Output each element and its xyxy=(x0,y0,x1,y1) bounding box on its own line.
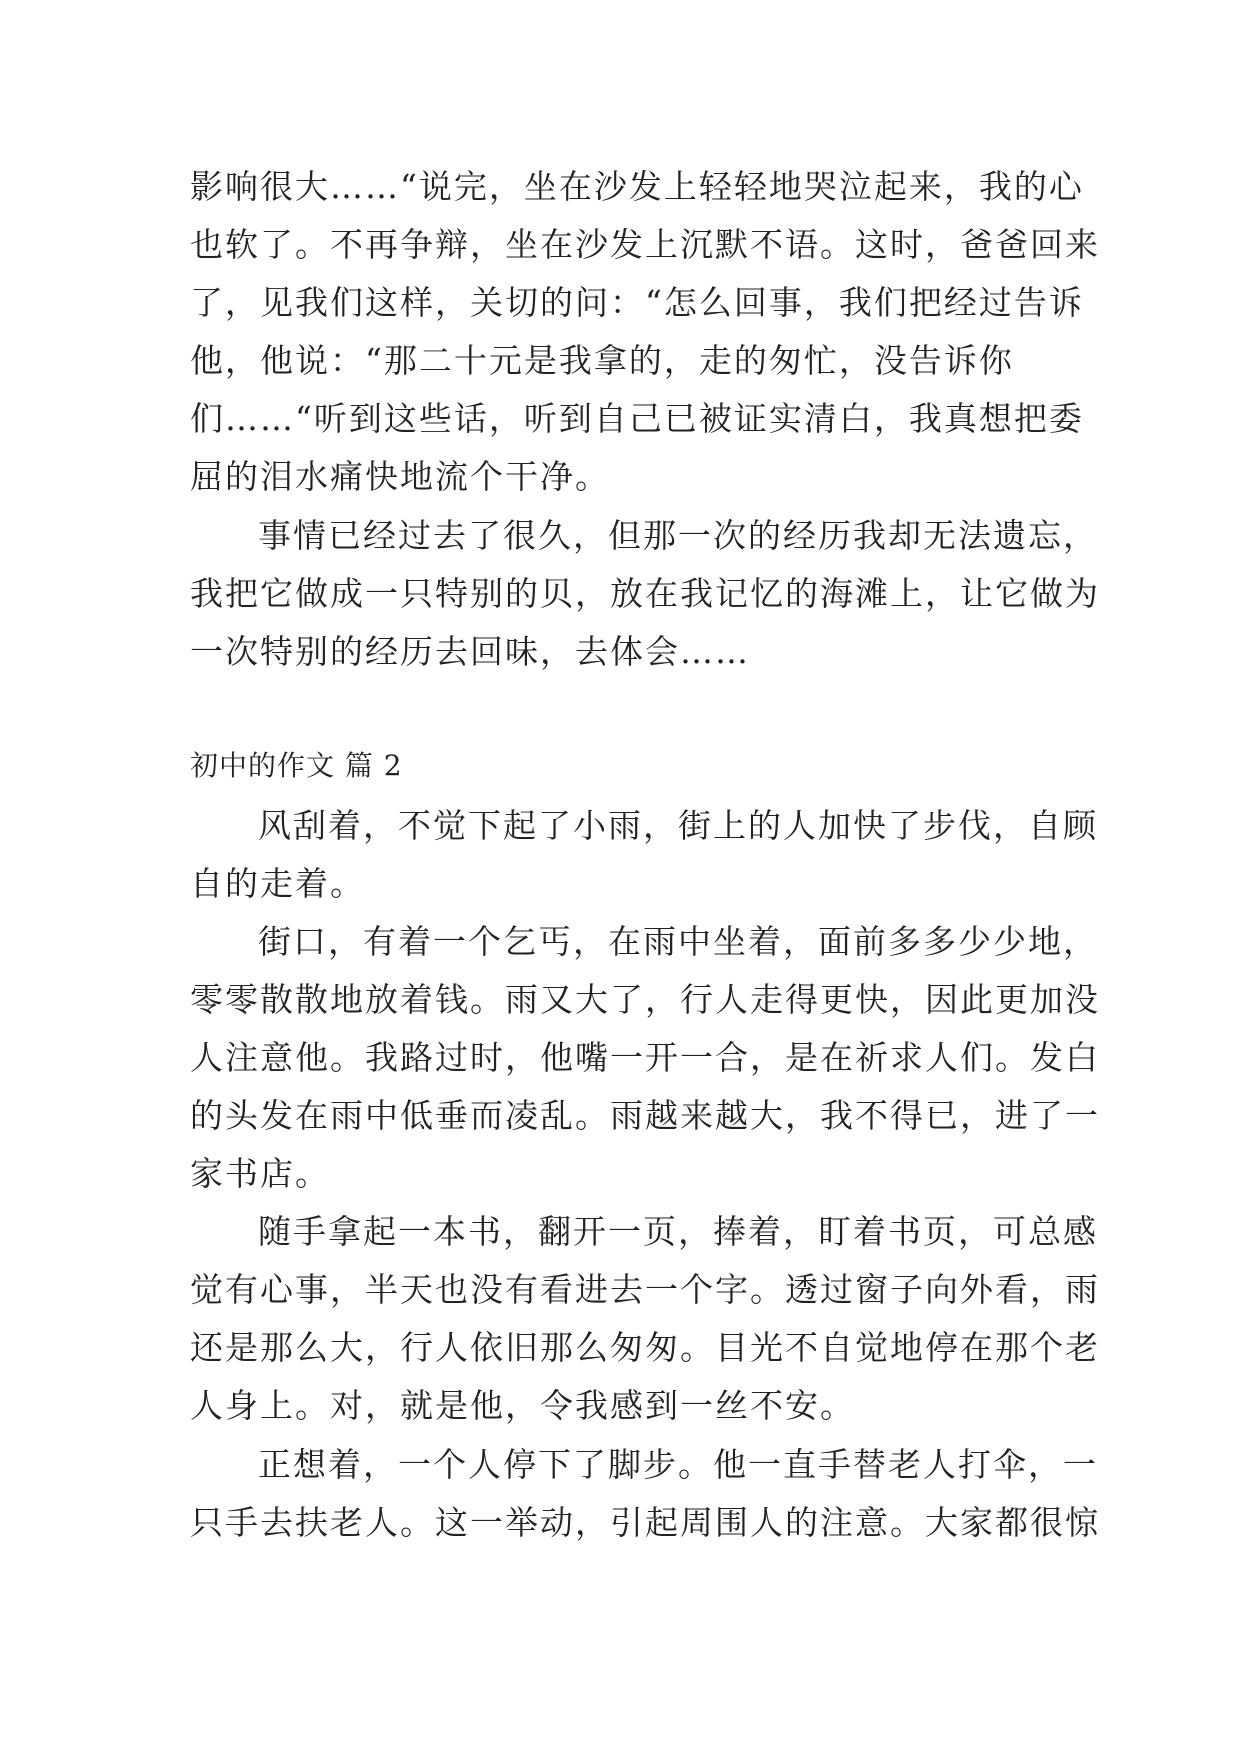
paragraph-line: 正想着，一个人停下了脚步。他一直手替老人打伞，一 xyxy=(258,1445,1098,1484)
paragraph-line: 影响很大……“说完，坐在沙发上轻轻地哭泣起来，我的心 xyxy=(190,167,1084,206)
paragraph-line: 了，见我们这样，关切的问：“怎么回事，我们把经过告诉 xyxy=(190,283,1084,322)
paragraph-2 xyxy=(190,507,1100,681)
paragraph-line: 我把它做成一只特别的贝，放在我记忆的海滩上，让它做为 xyxy=(190,574,1100,613)
paragraph-line: 他，他说：“那二十元是我拿的，走的匆忙，没告诉你 xyxy=(190,341,1014,380)
paragraph-6 xyxy=(190,1436,1100,1552)
paragraph-line: 还是那么大，行人依旧那么匆匆。目光不自觉地停在那个老 xyxy=(190,1328,1100,1367)
paragraph-line: 们……“听到这些话，听到自己已被证实清白，我真想把委 xyxy=(190,399,1084,438)
paragraph-5 xyxy=(190,1203,1100,1435)
paragraph-line: 风刮着，不觉下起了小雨，街上的人加快了步伐，自顾 xyxy=(258,806,1098,845)
paragraph-line: 只手去扶老人。这一举动，引起周围人的注意。大家都很惊 xyxy=(190,1503,1100,1542)
paragraph-4 xyxy=(190,913,1100,1203)
paragraph-line: 零零散散地放着钱。雨又大了，行人走得更快，因此更加没 xyxy=(190,980,1100,1019)
paragraph-line: 一次特别的经历去回味，去体会…… xyxy=(190,632,750,671)
paragraph-line: 随手拿起一本书，翻开一页，捧着，盯着书页，可总感 xyxy=(258,1212,1098,1251)
paragraph-line: 的头发在雨中低垂而凌乱。雨越来越大，我不得已，进了一 xyxy=(190,1096,1100,1135)
paragraph-line: 自的走着。 xyxy=(190,864,365,903)
paragraph-3 xyxy=(190,797,1098,913)
paragraph-line: 觉有心事，半天也没有看进去一个字。透过窗子向外看，雨 xyxy=(190,1270,1100,1309)
paragraph-1 xyxy=(190,158,1100,506)
section-heading: 初中的作文 篇 2 xyxy=(190,749,403,782)
paragraph-line: 也软了。不再争辩，坐在沙发上沉默不语。这时，爸爸回来 xyxy=(190,225,1100,264)
paragraph-line: 人身上。对，就是他，令我感到一丝不安。 xyxy=(190,1386,855,1425)
paragraph-line: 街口，有着一个乞丐，在雨中坐着，面前多多少少地， xyxy=(258,922,1098,961)
paragraph-line: 人注意他。我路过时，他嘴一开一合，是在祈求人们。发白 xyxy=(190,1038,1100,1077)
paragraph-line: 事情已经过去了很久，但那一次的经历我却无法遗忘， xyxy=(258,516,1098,555)
paragraph-line: 家书店。 xyxy=(190,1154,330,1193)
paragraph-line: 屈的泪水痛快地流个干净。 xyxy=(190,457,610,496)
